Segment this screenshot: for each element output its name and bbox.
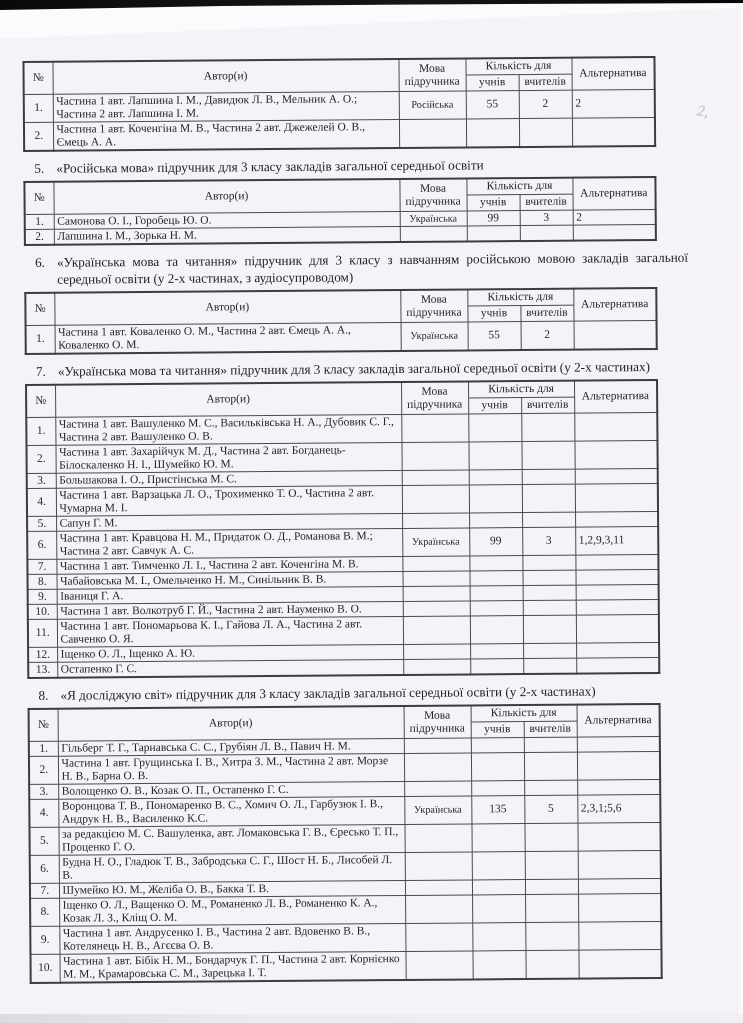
header-authors: Автор(и) [54,290,400,325]
header-teachers: вчителів [521,397,574,413]
textbook-table-continued [22,56,656,152]
header-authors: Автор(и) [58,706,404,741]
row-number-cell: 2. [25,229,54,245]
students-count-cell [469,470,522,485]
header-alternative: Альтернатива [577,704,660,737]
row-number-cell: 6. [27,531,56,559]
table-header [23,57,654,94]
teachers-count-cell [522,512,575,527]
language-cell [403,616,470,645]
alternative-cell [576,584,659,600]
teachers-count-cell [525,879,578,894]
header-quantity: Кількість для [465,58,571,75]
teachers-count-cell [525,922,578,950]
students-count-cell [472,951,525,980]
teachers-count-cell: 2 [521,321,574,350]
language-cell [405,923,472,952]
header-students: учнів [466,75,519,91]
section-7 [3,357,743,679]
alternative-cell [575,483,658,512]
header-teachers: вчителів [524,721,577,737]
students-count-cell [469,485,522,513]
authors-cell: Частина 1 авт. Андрусенко І. В., Частина 2 авт. Вдовенко В. В., Котелянець Н. В., Агєєва О. В. [59,923,405,954]
header-teachers: вчителів [520,194,573,210]
row-number-cell: 12. [28,647,57,662]
language-cell [402,485,469,514]
alternative-cell [578,949,661,978]
language-cell [402,556,469,572]
alternative-cell [574,440,657,469]
authors-cell: Частина 1 авт. Тимченко Л. І., Частина 2 авт. Коченгіна М. В. [56,556,402,574]
alternative-cell [576,642,659,658]
authors-cell: Іваниця Г. А. [57,586,403,604]
language-cell: Українська [400,211,467,227]
alternative-cell [574,412,657,441]
section-title [34,155,687,177]
textbook-table-7 [25,379,660,679]
row-number-cell: 4. [27,488,56,516]
teachers-count-cell [523,585,576,600]
authors-cell: Частина 1 авт. Лапшина І. М., Давидюк Л. В., Мельник А. О.; Частина 2 авт. Лапшина І. М. [53,92,399,123]
teachers-count-cell [519,118,572,147]
alternative-cell [575,511,658,527]
students-count-cell [469,571,522,586]
authors-cell: за редакцією М. С. Вашуленка, авт. Ломаковська Г. В., Єресько Т. П., Проценко Г. О. [58,824,404,855]
alternative-cell [572,118,655,147]
header-quantity: Кількість для [468,381,574,398]
alternative-cell [577,736,660,752]
header-language: Мова підручника [404,705,471,738]
row-number-cell: 2. [24,122,53,151]
authors-cell: Шумейко Ю. М., Желіба О. В., Бакка Т. В. [59,880,405,898]
alternative-cell [576,614,659,643]
header-students: учнів [467,195,520,211]
header-number: № [23,62,52,95]
row-number-cell: 6. [30,855,59,883]
authors-cell: Частина 1 авт. Бібік Н. М., Бондарчук Г. П., Частина 2 авт. Корнієнко М. М., Крамаровська С. М., Зарецька І. Т. [59,951,405,982]
row-number-cell: 10. [30,954,59,983]
section-title-text: «Я досліджую світ» підручник для 3 класу закладів загальної середньої освіти (у 2-х частинах) [60,683,596,703]
authors-cell: Частина 1 авт. Кравцова Н. М., Придаток О. Д., Романова В. М.; Частина 2 авт. Савчук А. С. [56,528,402,559]
alternative-cell [577,822,660,851]
section-title-text: «Російська мова» підручник для 3 класу закладів загальної середньої освіти [56,157,484,176]
students-count-cell: 55 [468,322,521,351]
teachers-count-cell [524,737,577,752]
authors-cell: Чабайовська М. І., Омельченко Н. М., Синільник В. В. [56,571,402,589]
header-language: Мова підручника [399,178,466,211]
row-number-cell: 9. [28,589,57,604]
row-number-cell: 7. [30,883,59,898]
authors-cell: Частина 1 авт. Коваленко О. М., Частина 2 авт. Ємець А. А., Коваленко О. М. [55,323,401,354]
language-cell [404,753,471,782]
table-header [24,177,655,214]
students-count-cell [472,923,525,951]
students-count-cell [469,556,522,571]
section-title-text: «Українська мова та читання» підручник для 3 класу закладів загальної середньої освіти (у 2-х частинах) [57,359,651,379]
header-language: Мова підручника [400,289,467,322]
row-number-cell: 9. [30,926,59,954]
alternative-cell [578,893,661,922]
authors-cell: Остапенко Г. С. [57,659,403,677]
language-cell [403,586,470,602]
section-number: 7. [35,363,46,379]
section-title [36,358,689,380]
teachers-count-cell [525,851,578,879]
header-number: № [24,182,53,215]
students-count-cell [472,852,525,880]
alternative-cell [575,554,658,570]
authors-cell: Сапун Г. М. [56,513,402,531]
alternative-cell [574,320,657,349]
header-alternative: Альтернатива [573,288,656,321]
alternative-cell [577,751,660,780]
alternative-cell [576,599,659,615]
authors-cell: Частина 1 авт. Варзацька Л. О., Трохименко Т. О., Частина 2 авт. Чумарна М. І. [56,486,402,517]
table-header [29,704,660,741]
teachers-count-cell [524,752,577,780]
students-count-cell: 55 [466,91,519,119]
row-number-cell: 4. [29,799,58,827]
teachers-count-cell [521,441,574,469]
teachers-count-cell [521,413,574,441]
language-cell [403,601,470,617]
alternative-cell [577,779,660,795]
header-number: № [29,709,58,742]
handwritten-page-number: 2, [695,103,710,121]
teachers-count-cell [523,615,576,643]
authors-cell: Частина 1 авт. Грущинська І. В., Хитра З. М., Частина 2 авт. Морзе Н. В., Барна О. В. [58,753,404,784]
alternative-cell [578,850,661,879]
header-alternative: Альтернатива [571,57,654,90]
row-number-cell: 3. [27,473,56,488]
language-cell [401,414,468,443]
language-cell: Російська [399,91,466,120]
header-authors: Автор(и) [55,382,401,417]
section-title [38,682,691,704]
section-5 [1,154,743,246]
language-cell [405,951,472,980]
alternative-cell [578,921,661,950]
teachers-count-cell [523,600,576,615]
authors-cell: Большакова І. О., Пристінська М. С. [56,471,402,489]
row-number-cell: 1. [26,417,55,445]
authors-cell: Гільберг Т. Г., Тарнавська С. С., Грубіян Л. В., Павич Н. М. [58,738,404,756]
students-count-cell [469,513,522,528]
teachers-count-cell [520,225,573,241]
students-count-cell [468,414,521,442]
authors-cell: Частина 1 авт. Захарійчук М. Д., Частина 2 авт. Богданець-Білоскаленко Н. І., Шумейко Ю. М. [55,443,401,474]
students-count-cell [470,659,523,675]
language-cell [404,781,471,797]
authors-cell: Будна Н. О., Гладюк Т. В., Забродська С. Г., Шост Н. Б., Лисобей Л. В. [59,852,405,883]
header-alternative: Альтернатива [574,380,657,413]
language-cell [404,824,471,853]
students-count-cell [470,601,523,616]
header-authors: Автор(и) [53,179,399,214]
textbook-table-8 [28,703,663,984]
row-number-cell: 3. [29,784,58,799]
header-quantity: Кількість для [471,705,577,722]
table-row [26,320,657,353]
table-row [24,118,655,151]
language-cell [403,659,470,675]
table-header [25,288,656,325]
students-count-cell [470,586,523,601]
teachers-count-cell [522,484,575,512]
language-cell [403,644,470,660]
alternative-cell: 2,3,1;5,6 [577,794,660,823]
language-cell [402,571,469,587]
header-language: Мова підручника [401,381,468,414]
header-teachers: вчителів [519,74,572,90]
teachers-count-cell [522,570,575,585]
header-alternative: Альтернатива [572,177,655,210]
students-count-cell [472,880,525,895]
teachers-count-cell [523,658,576,674]
section-number: 6. [34,254,45,270]
row-number-cell: 11. [28,619,57,647]
textbook-table-6 [24,287,657,355]
authors-cell: Іщенко О. Л., Іщенко А. Ю. [57,644,403,662]
row-number-cell: 1. [24,94,53,122]
language-cell: Українська [402,528,469,557]
authors-cell: Частина 1 авт. Вашуленко М. С., Васильківська Н. А., Дубовик С. Г., Частина 2 авт. Вашуленко О. В. [55,415,401,446]
students-count-cell: 99 [467,211,520,226]
row-number-cell: 1. [26,325,55,354]
section-number: 5. [34,160,45,176]
row-number-cell: 1. [25,214,54,229]
language-cell [401,442,468,471]
authors-cell: Воронцова Т. В., Пономаренко В. С., Хомич О. Л., Гарбузюк І. В., Андрук Н. В., Василенко К.С. [58,796,404,827]
alternative-cell [576,657,659,673]
students-count-cell [467,226,520,242]
teachers-count-cell: 3 [522,527,575,555]
row-number-cell: 7. [27,559,56,574]
header-quantity: Кількість для [467,289,573,306]
section-8 [5,681,743,984]
table-header [26,380,657,417]
header-authors: Автор(и) [52,59,398,94]
students-count-cell [470,616,523,644]
alternative-cell [575,569,658,585]
authors-cell: Лапшина І. М., Зорька Н. М. [54,227,400,245]
language-cell: Українська [401,322,468,351]
section-4-continued [0,55,743,152]
row-number-cell: 2. [29,756,58,784]
teachers-count-cell: 2 [519,90,572,118]
students-count-cell [470,644,523,659]
header-students: учнів [467,306,520,322]
students-count-cell [472,895,525,923]
language-cell [402,470,469,486]
paper-bottom-edge [0,1014,743,1023]
authors-cell: Частина 1 авт. Коченгіна М. В., Частина 2 авт. Джежелей О. В., Ємець А. А. [53,120,399,151]
students-count-cell [471,753,524,781]
students-count-cell [471,738,524,753]
alternative-cell: 1,2,9,3,11 [575,526,658,555]
alternative-cell: 2 [572,90,655,119]
language-cell [400,226,467,242]
alternative-cell [578,878,661,894]
row-number-cell: 5. [29,827,58,855]
teachers-count-cell [524,823,577,851]
row-number-cell: 8. [28,574,57,589]
language-cell [405,852,472,881]
header-students: учнів [471,722,524,738]
students-count-cell [471,781,524,796]
row-number-cell: 2. [26,445,55,473]
authors-cell: Частина 1 авт. Волкотруб Г. Й., Частина 2 авт. Науменко В. О. [57,601,403,619]
teachers-count-cell: 3 [520,210,573,225]
students-count-cell [471,824,524,852]
students-count-cell: 135 [471,796,524,824]
teachers-count-cell: 5 [524,795,577,823]
header-students: учнів [468,398,521,414]
row-number-cell: 8. [30,898,59,926]
textbook-table-5 [23,176,657,246]
alternative-cell [575,468,658,484]
header-number: № [26,385,55,418]
row-number-cell: 1. [29,741,58,756]
row-number-cell: 13. [28,662,57,678]
students-count-cell: 99 [469,528,522,556]
teachers-count-cell [525,894,578,922]
teachers-count-cell [524,780,577,795]
language-cell [405,880,472,896]
header-language: Мова підручника [398,58,465,91]
language-cell [404,738,471,754]
authors-cell: Частина 1 авт. Пономарьова К. І., Гайова Л. А., Частина 2 авт. Савченко О. Я. [57,616,403,647]
section-number: 8. [38,687,49,703]
alternative-cell: 2 [573,209,656,225]
authors-cell: Іщенко О. Л., Ващенко О. М., Романенко Л. В., Романенко К. А., Козак Л. З., Кліщ О. М. [59,895,405,926]
table-row [30,949,661,982]
students-count-cell [468,442,521,470]
language-cell [402,513,469,529]
teachers-count-cell [525,950,578,979]
header-teachers: вчителів [520,305,573,321]
language-cell [399,119,466,148]
section-title [35,249,688,288]
teachers-count-cell [523,643,576,658]
teachers-count-cell [522,469,575,484]
language-cell [405,895,472,924]
header-number: № [25,293,54,326]
alternative-cell [573,224,656,240]
section-6 [2,248,743,355]
row-number-cell: 10. [28,604,57,619]
authors-cell: Самонова О. І., Горобець Ю. О. [54,212,400,230]
language-cell: Українська [404,796,471,825]
section-title-text: «Українська мова та читання» підручник для 3 класу з навчанням російською мовою закладів загальної середньої освіти (у 2-х частинах, з аудіосупроводом) [56,249,689,287]
row-number-cell: 5. [27,516,56,531]
students-count-cell [466,119,519,148]
teachers-count-cell [522,555,575,570]
authors-cell: Волощенко О. В., Козак О. П., Остапенко Г. С. [58,781,404,799]
header-quantity: Кількість для [466,178,572,195]
